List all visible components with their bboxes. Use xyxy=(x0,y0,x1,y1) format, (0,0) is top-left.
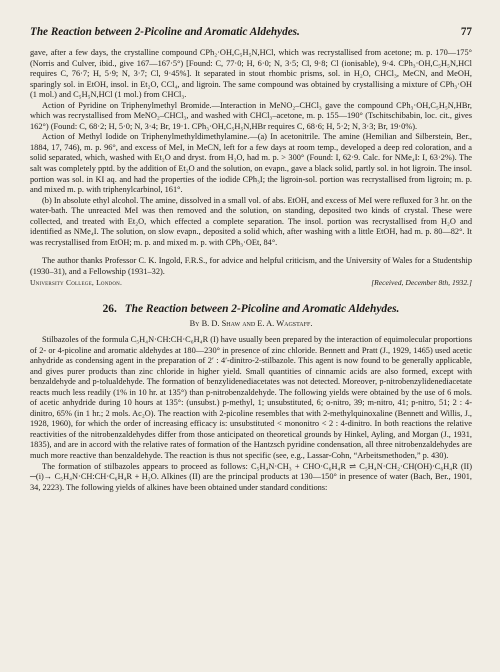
paragraph-pyridine-bromide: Action of Pyridine on Triphenylmethyl Bromide.—Interaction in MeNO₂–CHCl₃ gave the compound CPh₃·OH,C₅H₅N,HBr, which was recrystallised from MeNO₂–CHCl₃, and washed with CHCl₃–acetone, m. p. 155—190° (Tschitschibabin, loc. cit., gives 162°) (Found: C, 68·2; H, 5·0; N, 3·4; Br, 19·1. CPh₃·OH,C₅H₅N,HBr requires C, 68·6; H, 5·2; N, 3·3; Br, 19·0%). xyxy=(30,100,472,131)
page-number: 77 xyxy=(460,26,472,38)
running-title: The Reaction between 2-Picoline and Aromatic Aldehydes. xyxy=(30,26,300,38)
running-header xyxy=(30,26,472,42)
article-paragraph-intro: Stilbazoles of the formula C₅H₄N·CH:CH·C₆H₄R (I) have usually been prepared by the interaction of equimolecular proportions of 2- or 4-picoline and aromatic aldehydes at 180—230° in presence of zinc chloride. Bennett and Pratt (J., 1929, 1465) used acetic anhydride as condensing agent in the preparation of 2′ : 4′-dinitro-2-stilbazole. This agent is now found to be generally applicable, and gives purer products than zinc chloride in higher yield. Small quantities of cinnamic acids are also formed, except with benzaldehyde and p-tolualdehyde. The formation of benzylidenediacetates was not detected. Moreover, p-nitrobenzylidenediacetate reacts much less readily (1% in 10 hr. at 135°) than p-nitrobenzaldehyde. The following yields were obtained by the use of 6 mols. of acetic anhydride during 10 hours at 135°: (unsubst.) p-methyl, 1; unsubstituted, 6; o-nitro, 39; m-nitro, 41; p-nitro, 51; 2 : 4-dinitro, 65% (in 1 hr.; 2 mols. Ac₂O). The reaction with 2-picoline resembles that with 2-methylquinoxaline (Bennett and Willis, J., 1928, 1960), for which the order of increasing efficacy is: unsubstituted < mononitro < 2 : 4-dinitro. In both reactions the relative reactivities of the nitrobenzaldehydes differ from those anticipated on theoretical grounds by Hinkel, Ayling, and Morgan (J., 1931, 1835), and are in accord with the relative rates of formation of the Hantzsch pyridine condensation, all three nitrobenzaldehydes are much more reactive than benzaldehyde. The reaction is thus not specific (see, e.g., Lassar-Cohn, “Arbeitsmethoden,” p. 430). xyxy=(30,334,472,460)
article-paragraph-mechanism: The formation of stilbazoles appears to proceed as follows: C₅H₄N·CH₃ + CHO·C₆H₄R ⇌ C₅H₄N·CH₂·CH(OH)·C₆H₄R (II) ─(i)→ C₅H₄N·CH:CH·C₆H₄R + H₂O. Alkines (II) are the principal products at 130—150° in presence of water (Bach, Ber., 1901, 34, 2223). The following yields of alkines have been obtained under standard conditions: xyxy=(30,461,472,492)
article-byline: By B. D. Shaw and E. A. Wagstaff. xyxy=(189,318,313,328)
journal-page xyxy=(30,26,472,493)
received-date: [Received, December 8th, 1932.] xyxy=(371,278,472,288)
article-title: The Reaction between 2-Picoline and Aromatic Aldehydes. xyxy=(124,302,400,315)
paragraph-methyl-iodide-ethanol: (b) In absolute ethyl alcohol. The amine, dissolved in a small vol. of abs. EtOH, and excess of MeI were refluxed for 3 hr. on the water-bath. The unreacted MeI was then removed and the solution, on standing, deposited two kinds of crystal. These were collected, and treated with Et₂O, which effected a complete separation. The insol. portion was recrystallised from H₂O and identified as NMe₄I. The solution, on slow evapn., deposited a solid which, after washing with a little EtOH, had m. p. 80—82°. It was recrystallised from EtOH; m. p. and mixed m. p. with CPh₃·OEt, 84°. xyxy=(30,195,472,247)
address-line xyxy=(30,278,472,289)
article-heading xyxy=(30,302,472,316)
paragraph-methyl-iodide-acetonitrile: Action of Methyl Iodide on Triphenylmethyldimethylamine.—(a) In acetonitrile. The amine (Hemilian and Silberstein, Ber., 1884, 17, 746), m. p. 96°, and excess of MeI, in MeCN, left for a few days at room temp., developed a deep red coloration, and a solid separated, which, washed with Et₂O and dryst. from H₂O, had m. p. > 300° (Found: I, 62·9. Calc. for NMe₄I: I, 63·2%). The salt was completely pptd. by the addition of Et₂O and the solution, on evapn., gave a black solid, partly sol. in hot ligroin. The insol. portion was sol. in KI aq. and had the properties of the iodide CPh₃I; the ligroin-sol. portion was recrystallised from ligroin; m. p. and mixed m. p. with triphenylcarbinol, 161°. xyxy=(30,132,472,195)
article-number: 26. xyxy=(102,302,117,315)
acknowledgement: The author thanks Professor C. K. Ingold, F.R.S., for advice and helpful criticism, and the University of Wales for a Studentship (1930–31), and a Fellowship (1931–32). xyxy=(30,256,472,276)
paragraph-continuation: gave, after a few days, the crystalline compound CPh₂·OH,C₅H₅N,HCl, which was recrystallised from acetone; m. p. 170—175° (Norris and Culver, ibid., give 167—167·5°) [Found: C, 77·0; H, 6·0; N, 3·5; Cl, 9·8; Cl (ionisable), 9·4. CPh₃·OH,C₅H₅N,HCl requires C, 76·7; H, 5·9; N, 3·7; Cl, 9·45%]. It separated in stout rhombic prisms, sol. in H₂O, CHCl₃, MeCN, and MeOH, sparingly sol. in EtOH, insol. in Et₂O, CCl₄, and ligroin. The same compound was obtained by crystallising a mixture of CPh₃·OH (1 mol.) and C₅H₅N,HCl (1 mol.) from CHCl₃. xyxy=(30,48,472,100)
institution: University College, London. xyxy=(30,278,123,288)
